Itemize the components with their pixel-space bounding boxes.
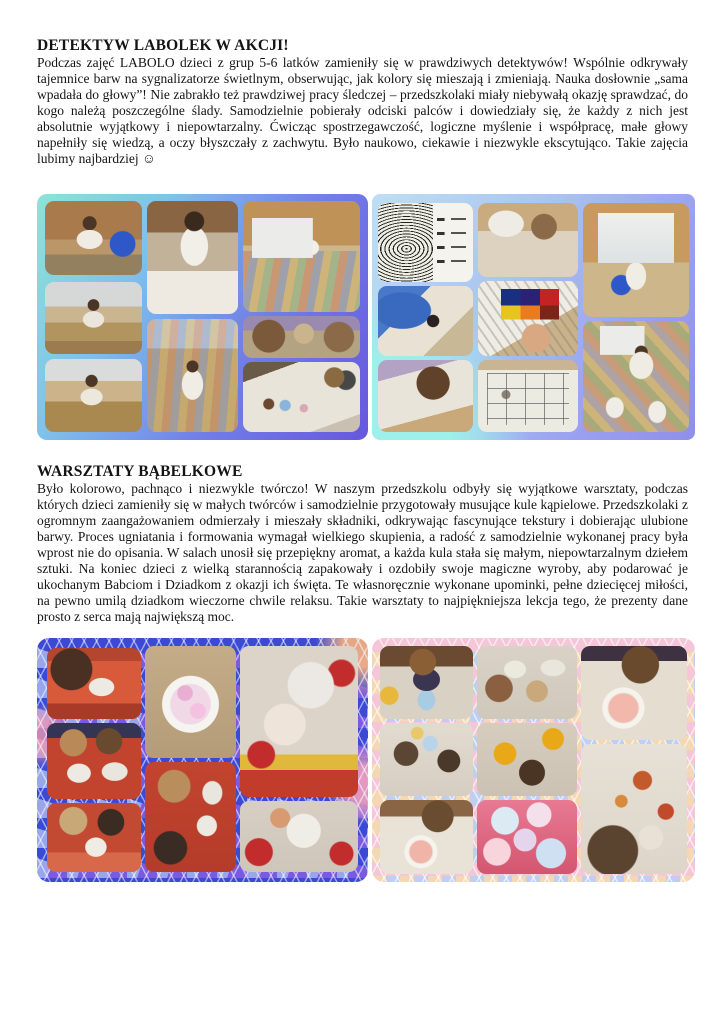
photo-pastel-bath-bombs: [477, 800, 577, 874]
photo-children-floral-table: [380, 723, 473, 796]
collage-row-2: [37, 638, 688, 882]
photo-teacher-whiteboard: [583, 203, 689, 317]
photo-two-boys-bowls: [47, 723, 141, 799]
photo-girl-pink-bowl: [380, 800, 473, 874]
section-heading-detective: DETEKTYW LABOLEK W AKCJI!: [37, 37, 289, 54]
photo-classroom-whiteboard-wide: [243, 201, 360, 312]
collage-detective-left: [37, 194, 368, 440]
photo-autumn-floral-tablecloth: [581, 744, 687, 874]
photo-sunflower-tablecloth: [477, 723, 577, 796]
photo-girl-stirring-bowl: [47, 648, 141, 719]
photo-paint-palette: [478, 281, 578, 356]
photo-children-examining: [478, 203, 578, 277]
photo-teacher-bulletin-board: [45, 201, 142, 275]
collage-detective-right: [372, 194, 695, 440]
section-heading-workshops: WARSZTATY BĄBELKOWE: [37, 463, 243, 480]
photo-boy-reading-sheet: [378, 360, 473, 432]
section-paragraph-workshops: Było kolorowo, pachnąco i niezwykle twórczo! W naszym przedszkolu odbyły się wyjątkowe warsztaty, podczas których dzieci zamieniły się w małych twórców i samodzielnie przygotowały musujące kule kąpielowe. Przedszkolaki z ogromnym zaangażowaniem odmierzały i mieszały składniki, odkrywając fascynujące tekstury i dobierając ulubione barwy. Proces ugniatania i formowania wymagał wielkiego skupienia, a radość z samodzielnie wykonanej pracy była wprost nie do opisania. W salach unosił się przepiękny aromat, a każda kula stała się małym, niepowtarzalnym dziełem sztuki. Na koniec dzieci z wielką starannością zapakowały i ozdobiły swoje magiczne wyroby, aby podarować je ukochanym Babciom i Dziadkom z okazji ich święta. Te własnoręcznie wykonane upominki, pełne dziecięcej miłości, na pewno umilą dziadkom wieczorne chwile relaksu. Takie warsztaty to najpiękniejsza lekcja tego, że prezenty dane prosto z serca mają największą moc.: [37, 481, 688, 624]
photo-two-children-plates: [477, 646, 577, 719]
collage-workshop-right: [372, 638, 695, 882]
photo-teacher-carpet-cards: [583, 321, 689, 432]
photo-hands-bottles-experiment: [243, 362, 360, 432]
photo-plate-wrapped-gifts: [145, 646, 236, 758]
photo-overhead-children-plates: [145, 762, 236, 872]
collage-row-1: [37, 194, 688, 440]
photo-boy-reaching-pink-bowl: [581, 646, 687, 740]
photo-teacher-demonstration: [147, 201, 238, 314]
photo-worksheet-table: [478, 360, 578, 432]
photo-children-decorating-roses: [240, 646, 358, 797]
photo-children-watching: [243, 316, 360, 358]
photo-girl-experiment-table-1: [45, 282, 142, 354]
photo-boy-blue-bowl: [380, 646, 473, 719]
photo-girl-on-carpet: [147, 319, 238, 432]
photo-girl-experiment-table-2: [45, 359, 142, 432]
photo-two-children-mixing: [47, 803, 141, 872]
photo-fingerprint-chart: [378, 203, 473, 282]
collage-workshop-left: [37, 638, 368, 882]
photo-boy-magnifying-glass: [378, 286, 473, 356]
photo-child-bowl-roses: [240, 801, 358, 872]
section-paragraph-detective: Podczas zajęć LABOLO dzieci z grup 5-6 latków zamieniły się w prawdziwych detektywów! Wspólnie odkrywały tajemnice barw na sygnalizatorze świetlnym, obserwując, jak kolory się mieszają i zmieniają. Nauka dosłownie „sama wpadała do głowy”! Nie zabrakło też prawdziwej pracy śledczej – przedszkolaki miały niebywałą okazję sprawdzać, do kogo należą poszczególne ślady. Samodzielnie pobierały odciski palców i dowiedziały się, że każdy z nich jest absolutnie wyjątkowy i niepowtarzalny. Ćwicząc spostrzegawczość, logiczne myślenie i współpracę, małe głowy napełniły się wiedzą, a oczy błyszczały z zachwytu. Było naukowo, ciekawie i niezwykle ekscytująco. Takie zajęcia lubimy najbardziej ☺: [37, 55, 688, 166]
